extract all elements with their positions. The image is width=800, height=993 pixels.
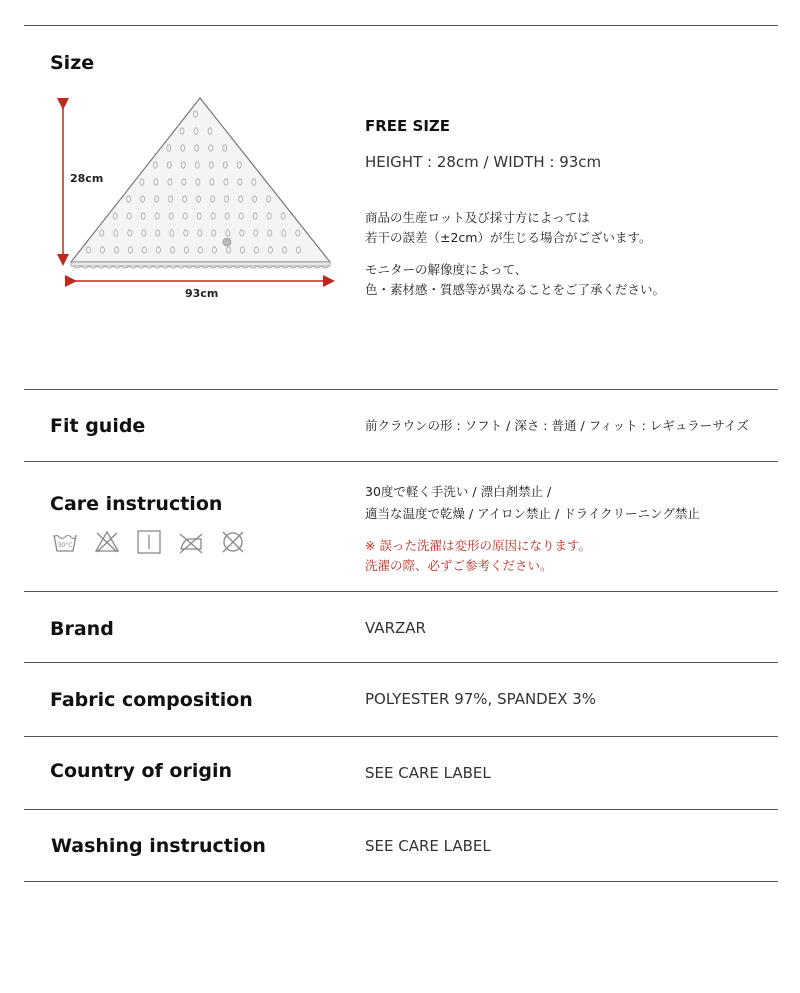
care-warning: ※ 誤った洗濯は変形の原因になります。 洗濯の際、必ずご参考ください。 bbox=[365, 538, 591, 573]
no-iron-icon bbox=[178, 529, 204, 555]
washing-label: Washing instruction bbox=[51, 835, 266, 857]
fit-guide-value: 前クラウンの形 : ソフト / 深さ : 普通 / フィット : レギュラーサイズ bbox=[365, 418, 749, 433]
height-label: 28cm bbox=[70, 172, 104, 185]
free-size-title: FREE SIZE bbox=[365, 117, 451, 135]
width-label: 93cm bbox=[185, 287, 219, 300]
washing-value: SEE CARE LABEL bbox=[365, 837, 491, 855]
product-triangle-diagram bbox=[55, 92, 340, 307]
brand-value: VARZAR bbox=[365, 619, 426, 637]
divider-origin bbox=[24, 736, 778, 737]
divider-washing bbox=[24, 809, 778, 810]
no-dry-clean-icon bbox=[220, 529, 246, 555]
care-text: 30度で軽く手洗い / 漂白剤禁止 / 適当な温度で乾燥 / アイロン禁止 / ドライクリーニング禁止 bbox=[365, 484, 700, 521]
fabric-value: POLYESTER 97%, SPANDEX 3% bbox=[365, 690, 597, 708]
hand-wash-30-icon bbox=[52, 529, 78, 555]
no-bleach-icon bbox=[94, 529, 120, 555]
fit-guide-label: Fit guide bbox=[50, 415, 146, 437]
origin-value: SEE CARE LABEL bbox=[365, 764, 491, 782]
size-note-1: 商品の生産ロット及び採寸方によっては 若干の誤差（±2cm）が生じる場合がございます。 bbox=[365, 210, 652, 245]
care-instruction-label: Care instruction bbox=[50, 493, 223, 515]
origin-label: Country of origin bbox=[50, 760, 233, 782]
divider-care bbox=[24, 461, 778, 462]
size-dimensions: HEIGHT : 28cm / WIDTH : 93cm bbox=[365, 153, 602, 171]
divider-fabric bbox=[24, 662, 778, 663]
size-note-2: モニターの解像度によって、 色・素材感・質感等が異なることをご了承ください。 bbox=[365, 262, 666, 297]
divider-brand bbox=[24, 591, 778, 592]
divider-top bbox=[24, 25, 778, 26]
divider-fit bbox=[24, 389, 778, 390]
fabric-label: Fabric composition bbox=[50, 689, 253, 711]
divider-bottom bbox=[24, 881, 778, 882]
dry-flat-icon bbox=[136, 529, 162, 555]
size-heading: Size bbox=[50, 52, 95, 74]
brand-label: Brand bbox=[50, 618, 114, 640]
care-icons-row bbox=[52, 529, 246, 555]
svg-text:30°C: 30°C bbox=[57, 542, 73, 549]
